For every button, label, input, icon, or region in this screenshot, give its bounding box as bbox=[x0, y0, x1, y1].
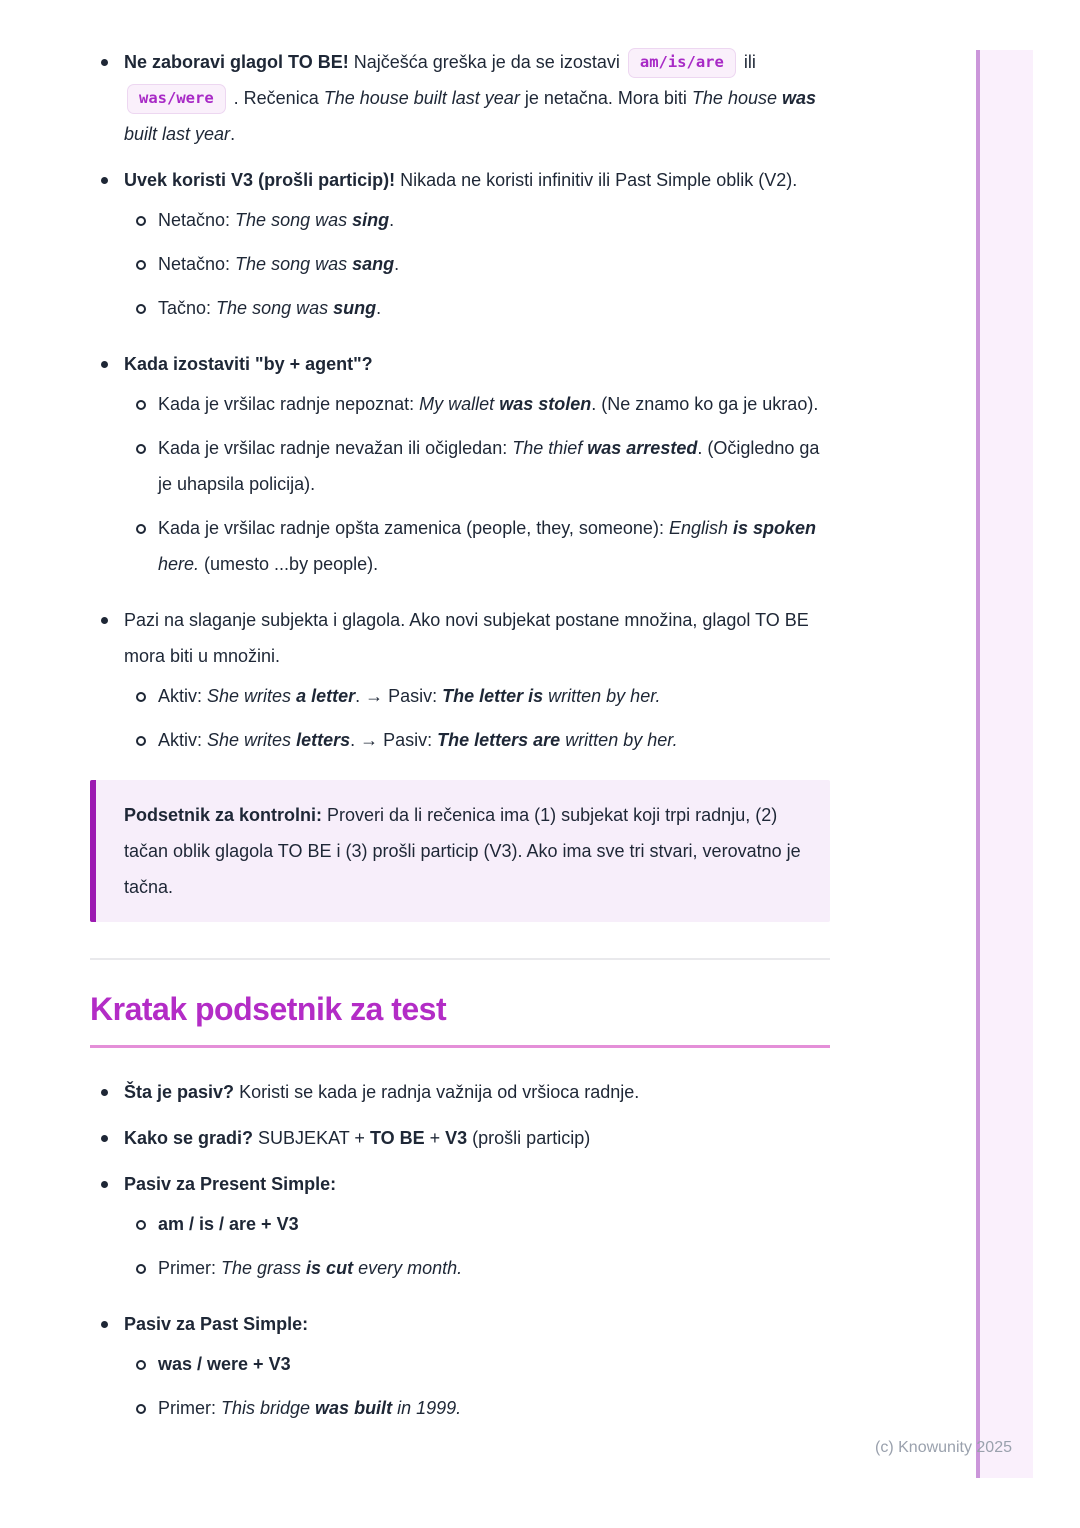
sub-list-item bbox=[124, 510, 830, 582]
text-segment: . Rečenica bbox=[228, 88, 324, 108]
list-item-text bbox=[158, 386, 830, 422]
text-segment: The song was bbox=[216, 298, 334, 318]
inline-code-chip: am/is/are bbox=[628, 48, 736, 78]
text-segment: in 1999. bbox=[392, 1398, 462, 1418]
list-item bbox=[90, 602, 830, 758]
text-segment: Netačno: bbox=[158, 254, 236, 274]
text-segment: is cut bbox=[306, 1258, 354, 1278]
text-segment: was stolen bbox=[499, 394, 592, 414]
text-segment: Nikada ne koristi infinitiv ili Past Simple oblik (V2). bbox=[395, 170, 798, 190]
sub-list-item bbox=[124, 678, 830, 714]
text-segment: je netačna. Mora biti bbox=[519, 88, 692, 108]
text-segment: written by her. bbox=[560, 730, 678, 750]
text-segment: Tačno: bbox=[158, 298, 217, 318]
right-margin-band bbox=[980, 50, 1033, 1478]
callout-text bbox=[124, 797, 802, 905]
list-item-text bbox=[124, 346, 830, 382]
text-segment: sung bbox=[333, 298, 377, 318]
section-divider bbox=[90, 958, 830, 960]
text-segment: The song was bbox=[235, 254, 353, 274]
list-item-text bbox=[158, 202, 830, 238]
text-segment: (umesto ...by people). bbox=[199, 554, 379, 574]
list-item-text bbox=[124, 602, 830, 674]
list-item-text bbox=[124, 1074, 830, 1110]
list-item-text bbox=[124, 44, 830, 152]
sub-list bbox=[124, 386, 830, 582]
list-item bbox=[90, 162, 830, 326]
text-segment: She writes bbox=[207, 686, 297, 706]
sub-list-item bbox=[124, 430, 830, 502]
text-segment: The house bbox=[691, 88, 782, 108]
text-segment: am / is / are + V3 bbox=[158, 1214, 299, 1234]
section-heading: Kratak podsetnik za test bbox=[90, 986, 830, 1048]
sub-list-item bbox=[124, 1390, 830, 1426]
text-segment: . (Ne znamo ko ga je ukrao). bbox=[591, 394, 819, 414]
list-item bbox=[90, 346, 830, 582]
text-segment: Netačno: bbox=[158, 210, 236, 230]
list-item bbox=[90, 44, 830, 152]
text-segment: Šta je pasiv? bbox=[124, 1082, 235, 1102]
sub-list-item bbox=[124, 386, 830, 422]
text-segment: The house built last year bbox=[323, 88, 520, 108]
text-segment: English bbox=[668, 518, 733, 538]
text-segment: Kako se gradi? bbox=[124, 1128, 254, 1148]
text-segment: was built bbox=[315, 1398, 393, 1418]
list-item bbox=[90, 1074, 830, 1110]
list-item-text bbox=[158, 430, 830, 502]
text-segment: was arrested bbox=[587, 438, 698, 458]
text-segment: . → Pasiv: bbox=[355, 686, 443, 706]
test-reminder-list bbox=[90, 1074, 830, 1426]
list-item bbox=[90, 1166, 830, 1286]
reminder-callout bbox=[90, 780, 830, 922]
text-segment: The grass bbox=[221, 1258, 307, 1278]
list-item-text bbox=[158, 1206, 830, 1242]
text-segment: + bbox=[424, 1128, 446, 1148]
list-item-text bbox=[158, 1346, 830, 1382]
list-item-text bbox=[158, 1250, 830, 1286]
text-segment: (prošli particip) bbox=[467, 1128, 591, 1148]
sub-list-item bbox=[124, 722, 830, 758]
text-segment: . bbox=[394, 254, 400, 274]
text-segment: She writes bbox=[207, 730, 297, 750]
text-segment: The letter is bbox=[442, 686, 544, 706]
list-item-text bbox=[124, 162, 830, 198]
list-item-text bbox=[124, 1306, 830, 1342]
text-segment: ili bbox=[738, 52, 756, 72]
text-segment: Aktiv: bbox=[158, 686, 208, 706]
list-item-text bbox=[158, 678, 830, 714]
sub-list-item bbox=[124, 290, 830, 326]
text-segment: written by her. bbox=[543, 686, 661, 706]
text-segment: Uvek koristi V3 (prošli particip)! bbox=[124, 170, 396, 190]
sub-list-item bbox=[124, 202, 830, 238]
text-segment: built last year bbox=[124, 124, 231, 144]
text-segment: TO BE bbox=[369, 1128, 425, 1148]
text-segment: SUBJEKAT + bbox=[253, 1128, 370, 1148]
sub-list-item bbox=[124, 246, 830, 282]
list-item-text bbox=[124, 1120, 830, 1156]
inline-code-chip: was/were bbox=[127, 84, 226, 114]
text-segment: . bbox=[389, 210, 395, 230]
sub-list-item bbox=[124, 1206, 830, 1242]
text-segment: Kada je vršilac radnje nevažan ili očigledan: bbox=[158, 438, 513, 458]
text-segment: sang bbox=[352, 254, 395, 274]
list-item-text bbox=[158, 290, 830, 326]
text-segment: Najčešća greška je da se izostavi bbox=[348, 52, 625, 72]
text-segment: The song was bbox=[235, 210, 353, 230]
text-segment: Proveri da li rečenica ima (1) subjekat koji trpi radnju, (2) tačan oblik glagola TO BE i (3) prošli particip (V3). Ako ima sve tri stvari, verovatno je tačna. bbox=[124, 805, 801, 897]
text-segment: sing bbox=[352, 210, 390, 230]
text-segment: The letters are bbox=[437, 730, 561, 750]
text-segment: This bridge bbox=[221, 1398, 316, 1418]
text-segment: was / were + V3 bbox=[158, 1354, 291, 1374]
list-item-text bbox=[124, 1166, 830, 1202]
text-segment: is spoken bbox=[733, 518, 817, 538]
document-content bbox=[90, 44, 830, 1446]
list-item bbox=[90, 1306, 830, 1426]
text-segment: Pasiv za Past Simple: bbox=[124, 1314, 309, 1334]
list-item-text bbox=[158, 246, 830, 282]
text-segment: V3 bbox=[445, 1128, 468, 1148]
list-item-text bbox=[158, 1390, 830, 1426]
list-item bbox=[90, 1120, 830, 1156]
text-segment: here. bbox=[158, 554, 200, 574]
text-segment: . → Pasiv: bbox=[350, 730, 438, 750]
text-segment: Primer: bbox=[158, 1258, 221, 1278]
text-segment: Primer: bbox=[158, 1398, 221, 1418]
text-segment: Ne zaboravi glagol TO BE! bbox=[124, 52, 349, 72]
text-segment: Koristi se kada je radnja važnija od vršioca radnje. bbox=[234, 1082, 640, 1102]
text-segment: Kada izostaviti "by + agent"? bbox=[124, 354, 373, 374]
sub-list bbox=[124, 1346, 830, 1426]
text-segment: . (Očigledno ga je uhapsila policija). bbox=[158, 438, 820, 494]
text-segment: Aktiv: bbox=[158, 730, 208, 750]
text-segment: . bbox=[230, 124, 236, 144]
text-segment: letters bbox=[296, 730, 351, 750]
passive-rules-list bbox=[90, 44, 830, 758]
sub-list bbox=[124, 202, 830, 326]
sub-list bbox=[124, 678, 830, 758]
sub-list-item bbox=[124, 1250, 830, 1286]
text-segment: was bbox=[781, 88, 817, 108]
text-segment: My wallet bbox=[419, 394, 500, 414]
text-segment: Pazi na slaganje subjekta i glagola. Ako novi subjekat postane množina, glagol TO BE mora biti u množini. bbox=[124, 610, 809, 666]
text-segment: Podsetnik za kontrolni: bbox=[124, 805, 323, 825]
list-item-text bbox=[158, 510, 830, 582]
text-segment: Kada je vršilac radnje opšta zamenica (people, they, someone): bbox=[158, 518, 669, 538]
list-item-text bbox=[158, 722, 830, 758]
sub-list-item bbox=[124, 1346, 830, 1382]
text-segment: every month. bbox=[353, 1258, 463, 1278]
copyright-footer: (c) Knowunity 2025 bbox=[875, 1439, 1012, 1456]
text-segment: Kada je vršilac radnje nepoznat: bbox=[158, 394, 420, 414]
sub-list bbox=[124, 1206, 830, 1286]
text-segment: Pasiv za Present Simple: bbox=[124, 1174, 337, 1194]
text-segment: . bbox=[376, 298, 382, 318]
text-segment: The thief bbox=[512, 438, 588, 458]
text-segment: a letter bbox=[296, 686, 356, 706]
